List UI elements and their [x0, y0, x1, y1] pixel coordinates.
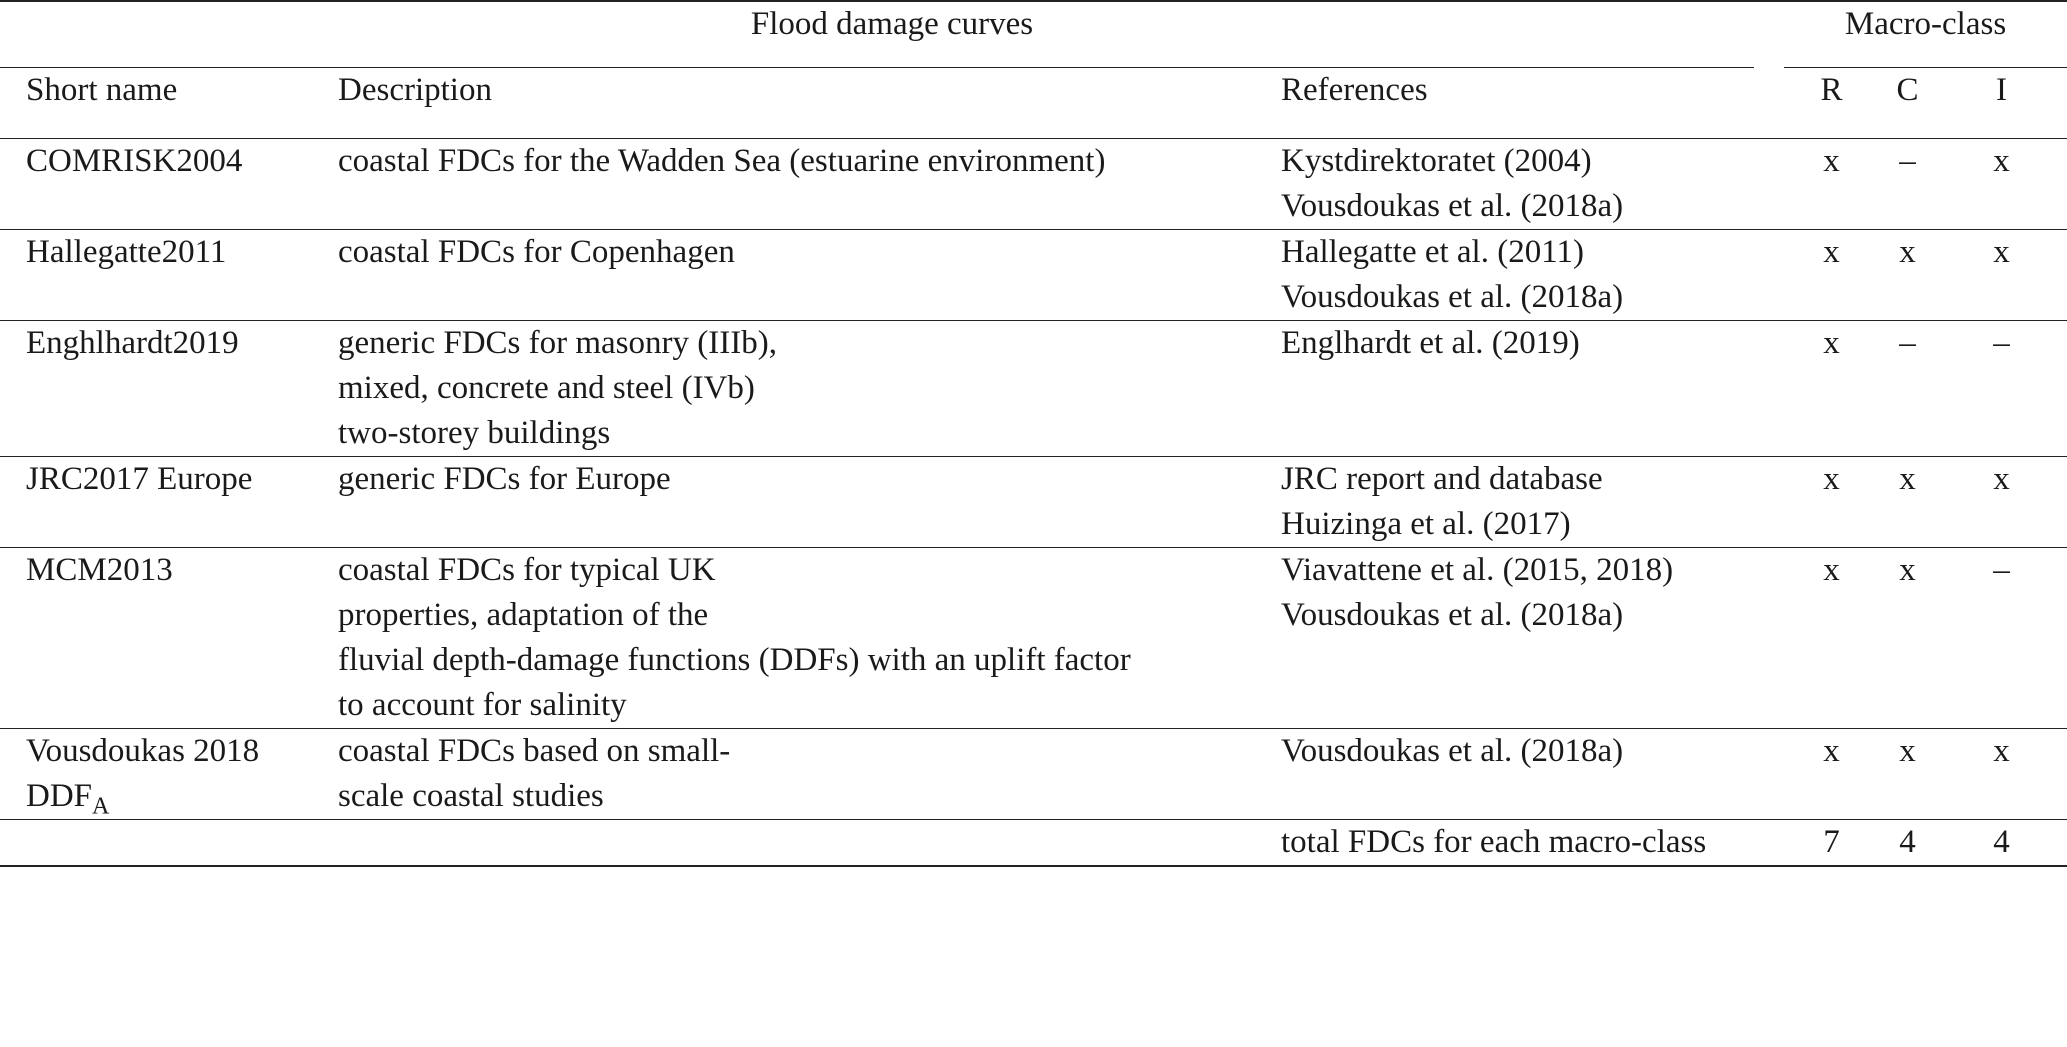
- total-r-count: 7: [1784, 820, 1879, 867]
- description-cell-line: two-storey buildings: [338, 415, 611, 451]
- column-header-description: Description: [338, 68, 1281, 139]
- references-cell: [1281, 548, 1784, 729]
- column-header-i: I: [1936, 68, 2067, 139]
- description-cell: [338, 548, 1281, 729]
- short-name-sub-base: DDF: [26, 778, 93, 814]
- macro-r-cell: x: [1784, 548, 1879, 729]
- total-i-count: 4: [1936, 820, 2067, 867]
- table-row: [0, 548, 2067, 729]
- references-cell: [1281, 321, 1784, 457]
- total-empty-cell: [0, 820, 338, 867]
- description-cell-line: coastal FDCs based on small-: [338, 733, 731, 769]
- references-cell: [1281, 729, 1784, 820]
- group-header-flood-damage-curves: Flood damage curves: [0, 1, 1784, 68]
- short-name-subscript: A: [92, 793, 110, 820]
- short-name-cell: [0, 457, 338, 548]
- short-name-cell: [0, 548, 338, 729]
- short-name-cell-line: Hallegatte2011: [26, 234, 227, 270]
- short-name-subscript-line: [26, 774, 338, 819]
- description-cell: [338, 139, 1281, 230]
- description-cell-line: generic FDCs for Europe: [338, 461, 671, 497]
- macro-r-cell: x: [1784, 139, 1879, 230]
- macro-i-cell: –: [1936, 548, 2067, 729]
- column-header-c: C: [1879, 68, 1936, 139]
- references-cell: [1281, 457, 1784, 548]
- macro-i-cell: x: [1936, 457, 2067, 548]
- short-name-cell: [0, 321, 338, 457]
- macro-i-cell: x: [1936, 230, 2067, 321]
- description-cell-line: to account for salinity: [338, 687, 627, 723]
- description-cell: [338, 321, 1281, 457]
- macro-c-cell: x: [1879, 230, 1936, 321]
- references-cell-line: Kystdirektoratet (2004): [1281, 143, 1592, 179]
- short-name-cell: [0, 139, 338, 230]
- macro-r-cell: x: [1784, 321, 1879, 457]
- table-row: [0, 321, 2067, 457]
- macro-r-cell: x: [1784, 230, 1879, 321]
- group-header-macro-class: Macro-class: [1784, 1, 2067, 68]
- description-cell-line: coastal FDCs for typical UK: [338, 552, 716, 588]
- short-name-cell: [0, 230, 338, 321]
- total-empty-cell: [338, 820, 1281, 867]
- description-cell-line: coastal FDCs for Copenhagen: [338, 234, 735, 270]
- table-row: [0, 457, 2067, 548]
- description-cell-line: scale coastal studies: [338, 778, 604, 814]
- column-header-references: References: [1281, 68, 1784, 139]
- references-cell-line: Hallegatte et al. (2011): [1281, 234, 1584, 270]
- references-cell: [1281, 139, 1784, 230]
- description-cell: [338, 457, 1281, 548]
- references-cell-line: Huizinga et al. (2017): [1281, 506, 1571, 542]
- total-c-count: 4: [1879, 820, 1936, 867]
- header-column-row: [0, 68, 2067, 139]
- references-cell: [1281, 230, 1784, 321]
- description-cell: [338, 230, 1281, 321]
- short-name-cell: [0, 729, 338, 820]
- table-row: [0, 139, 2067, 230]
- table-body: [0, 1, 2067, 866]
- description-cell-line: generic FDCs for masonry (IIIb),: [338, 325, 777, 361]
- description-cell-line: mixed, concrete and steel (IVb): [338, 370, 755, 406]
- references-cell-line: Englhardt et al. (2019): [1281, 325, 1580, 361]
- macro-i-cell: x: [1936, 139, 2067, 230]
- short-name-cell-line: Vousdoukas 2018: [26, 733, 260, 769]
- references-cell-line: Vousdoukas et al. (2018a): [1281, 188, 1624, 224]
- table-row: [0, 729, 2067, 820]
- macro-r-cell: x: [1784, 729, 1879, 820]
- short-name-cell-line: MCM2013: [26, 552, 173, 588]
- references-cell-line: Vousdoukas et al. (2018a): [1281, 733, 1624, 769]
- total-label: total FDCs for each macro-class: [1281, 820, 1784, 867]
- macro-r-cell: x: [1784, 457, 1879, 548]
- description-cell-line: coastal FDCs for the Wadden Sea (estuarine environment): [338, 143, 1106, 179]
- macro-c-cell: x: [1879, 457, 1936, 548]
- header-group-row: [0, 1, 2067, 68]
- short-name-cell-line: JRC2017 Europe: [26, 461, 253, 497]
- macro-c-cell: –: [1879, 321, 1936, 457]
- total-row: [0, 820, 2067, 867]
- column-header-r: R: [1784, 68, 1879, 139]
- macro-i-cell: x: [1936, 729, 2067, 820]
- references-cell-line: Vousdoukas et al. (2018a): [1281, 279, 1624, 315]
- references-cell-line: JRC report and database: [1281, 461, 1603, 497]
- description-cell-line: fluvial depth-damage functions (DDFs) with an uplift factor: [338, 642, 1131, 678]
- references-cell-line: Vousdoukas et al. (2018a): [1281, 597, 1624, 633]
- references-cell-line: Viavattene et al. (2015, 2018): [1281, 552, 1674, 588]
- macro-c-cell: –: [1879, 139, 1936, 230]
- column-header-short-name: Short name: [0, 68, 338, 139]
- short-name-cell-line: Enghlhardt2019: [26, 325, 239, 361]
- macro-i-cell: –: [1936, 321, 2067, 457]
- description-cell-line: properties, adaptation of the: [338, 597, 709, 633]
- table-row: [0, 230, 2067, 321]
- macro-c-cell: x: [1879, 729, 1936, 820]
- macro-c-cell: x: [1879, 548, 1936, 729]
- description-cell: [338, 729, 1281, 820]
- short-name-cell-line: COMRISK2004: [26, 143, 243, 179]
